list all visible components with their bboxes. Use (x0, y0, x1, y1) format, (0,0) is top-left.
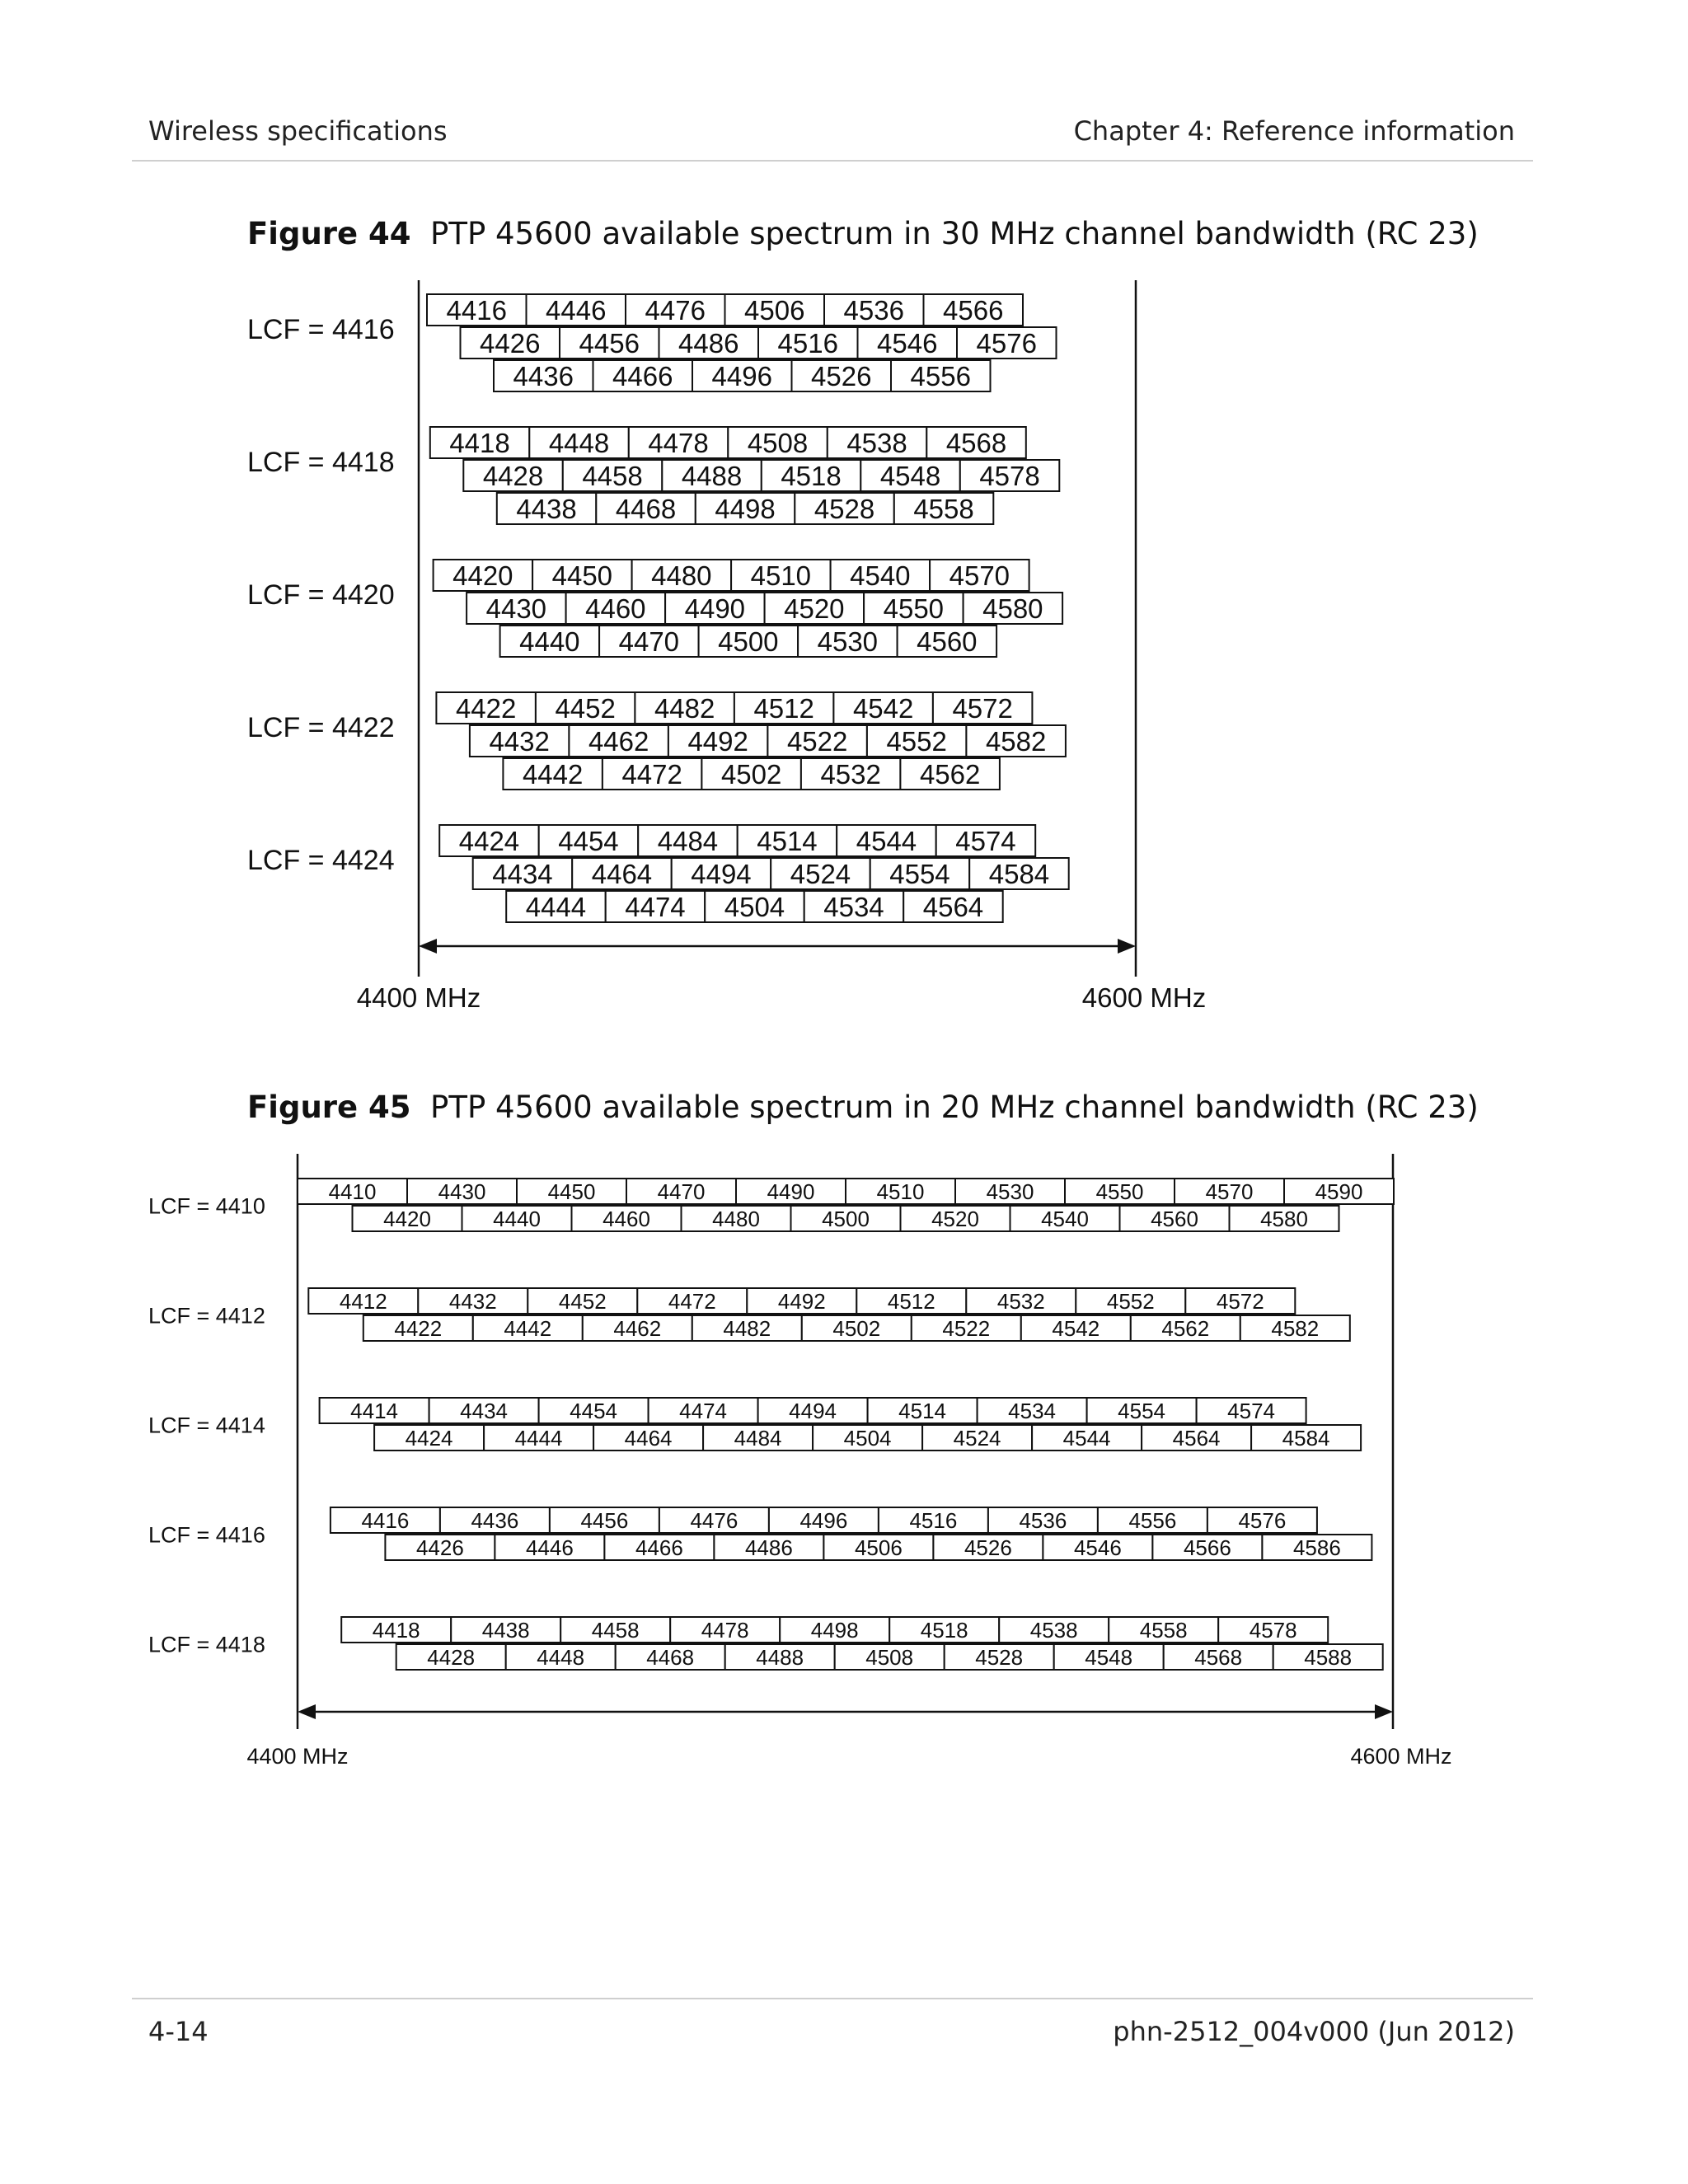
channel-frequency-label: 4534 (1008, 1398, 1057, 1423)
channel-frequency-label: 4460 (603, 1206, 650, 1231)
channel-frequency-label: 4518 (920, 1617, 968, 1643)
channel-frequency-label: 4458 (582, 460, 643, 491)
channel-frequency-label: 4574 (1227, 1398, 1276, 1423)
channel-frequency-label: 4502 (720, 758, 782, 790)
arrow-right-head-icon (1375, 1704, 1393, 1719)
channel-frequency-label: 4534 (823, 891, 884, 922)
channel-frequency-label: 4476 (645, 294, 706, 326)
channel-frequency-label: 4448 (537, 1644, 585, 1670)
channel-frequency-label: 4508 (865, 1644, 914, 1670)
channel-frequency-label: 4506 (854, 1535, 903, 1560)
channel-frequency-label: 4564 (922, 891, 984, 922)
channel-frequency-label: 4552 (886, 725, 947, 757)
channel-frequency-label: 4546 (1073, 1535, 1122, 1560)
channel-frequency-label: 4554 (1118, 1398, 1166, 1423)
channel-frequency-label: 4444 (525, 891, 587, 922)
channel-frequency-label: 4540 (1041, 1206, 1089, 1231)
lcf-label: LCF = 4416 (247, 313, 395, 345)
channel-frequency-label: 4548 (879, 460, 941, 491)
channel-frequency-label: 4488 (681, 460, 743, 491)
channel-frequency-label: 4418 (372, 1617, 420, 1643)
channel-frequency-label: 4528 (814, 493, 875, 524)
channel-frequency-label: 4532 (820, 758, 881, 790)
channel-frequency-label: 4480 (712, 1206, 760, 1231)
channel-frequency-label: 4424 (458, 825, 520, 856)
figure-45-number: Figure 45 (247, 1090, 411, 1125)
channel-frequency-label: 4468 (646, 1644, 695, 1670)
channel-frequency-label: 4456 (579, 327, 640, 359)
channel-frequency-label: 4568 (945, 427, 1007, 458)
channel-frequency-label: 4418 (449, 427, 510, 458)
document-id: phn-2512_004v000 (Jun 2012) (1113, 2016, 1515, 2047)
end-frequency-label: 4600 MHz (1081, 982, 1207, 1013)
channel-frequency-label: 4496 (799, 1507, 848, 1533)
arrow-left-head-icon (298, 1704, 316, 1719)
channel-frequency-label: 4544 (856, 825, 917, 856)
channel-frequency-label: 4504 (724, 891, 785, 922)
channel-frequency-label: 4438 (516, 493, 577, 524)
channel-frequency-label: 4572 (1216, 1288, 1264, 1314)
running-header-section: Wireless specifications (148, 115, 448, 147)
channel-frequency-label: 4424 (405, 1425, 453, 1451)
footer-rule (132, 1998, 1533, 1999)
channel-frequency-label: 4520 (784, 593, 845, 624)
channel-frequency-label: 4558 (1139, 1617, 1188, 1643)
channel-frequency-label: 4514 (898, 1398, 947, 1423)
channel-frequency-label: 4496 (711, 360, 772, 391)
channel-frequency-label: 4522 (942, 1315, 991, 1341)
channel-frequency-label: 4524 (953, 1425, 1001, 1451)
channel-frequency-label: 4462 (588, 725, 649, 757)
channel-frequency-label: 4416 (446, 294, 507, 326)
channel-frequency-label: 4530 (986, 1179, 1034, 1204)
figure-45-title: PTP 45600 available spectrum in 20 MHz channel bandwidth (RC 23) (430, 1090, 1479, 1125)
channel-frequency-label: 4440 (519, 626, 580, 657)
channel-frequency-label: 4508 (747, 427, 809, 458)
channel-frequency-label: 4556 (910, 360, 971, 391)
channel-frequency-label: 4426 (415, 1535, 464, 1560)
channel-frequency-label: 4468 (615, 493, 677, 524)
running-header-chapter: Chapter 4: Reference information (1073, 115, 1515, 147)
channel-frequency-label: 4480 (651, 560, 712, 591)
channel-frequency-label: 4500 (822, 1206, 870, 1231)
lcf-label: LCF = 4422 (247, 711, 395, 743)
channel-frequency-label: 4566 (1183, 1535, 1231, 1560)
channel-frequency-label: 4444 (514, 1425, 563, 1451)
channel-frequency-label: 4486 (744, 1535, 793, 1560)
channel-frequency-label: 4524 (790, 858, 851, 889)
channel-frequency-label: 4440 (493, 1206, 541, 1231)
channel-frequency-label: 4518 (781, 460, 842, 491)
channel-frequency-label: 4446 (546, 294, 607, 326)
channel-frequency-label: 4504 (843, 1425, 892, 1451)
channel-frequency-label: 4550 (883, 593, 945, 624)
channel-frequency-label: 4500 (718, 626, 779, 657)
channel-frequency-label: 4494 (789, 1398, 837, 1423)
lcf-label: LCF = 4416 (148, 1522, 265, 1548)
channel-frequency-label: 4414 (350, 1398, 399, 1423)
channel-frequency-label: 4448 (548, 427, 610, 458)
channel-frequency-label: 4482 (654, 692, 715, 724)
channel-frequency-label: 4442 (522, 758, 584, 790)
channel-frequency-label: 4530 (817, 626, 879, 657)
channel-frequency-label: 4426 (480, 327, 541, 359)
channel-frequency-label: 4460 (585, 593, 646, 624)
channel-frequency-label: 4562 (1161, 1315, 1210, 1341)
lcf-label: LCF = 4418 (148, 1632, 265, 1657)
channel-frequency-label: 4574 (955, 825, 1016, 856)
channel-frequency-label: 4466 (635, 1535, 683, 1560)
channel-frequency-label: 4416 (361, 1507, 410, 1533)
channel-frequency-label: 4564 (1172, 1425, 1221, 1451)
channel-frequency-label: 4450 (551, 560, 613, 591)
channel-frequency-label: 4470 (657, 1179, 706, 1204)
channel-frequency-label: 4492 (777, 1288, 826, 1314)
channel-frequency-label: 4420 (383, 1206, 431, 1231)
channel-frequency-label: 4584 (988, 858, 1050, 889)
channel-frequency-label: 4548 (1085, 1644, 1133, 1670)
channel-frequency-label: 4420 (452, 560, 513, 591)
channel-frequency-label: 4446 (525, 1535, 574, 1560)
channel-frequency-label: 4510 (876, 1179, 925, 1204)
channel-frequency-label: 4488 (756, 1644, 804, 1670)
channel-frequency-label: 4498 (715, 493, 776, 524)
channel-frequency-label: 4492 (687, 725, 748, 757)
channel-frequency-label: 4512 (887, 1288, 935, 1314)
channel-frequency-label: 4580 (1260, 1206, 1308, 1231)
start-frequency-label: 4400 MHz (246, 1744, 349, 1769)
channel-frequency-label: 4410 (328, 1179, 377, 1204)
channel-frequency-label: 4536 (843, 294, 904, 326)
channel-frequency-label: 4516 (909, 1507, 958, 1533)
channel-frequency-label: 4454 (570, 1398, 618, 1423)
page-number: 4-14 (148, 2016, 209, 2047)
channel-frequency-label: 4438 (481, 1617, 530, 1643)
channel-frequency-label: 4422 (455, 692, 517, 724)
channel-frequency-label: 4554 (889, 858, 950, 889)
channel-frequency-label: 4452 (555, 692, 616, 724)
channel-frequency-label: 4516 (777, 327, 838, 359)
channel-frequency-label: 4412 (339, 1288, 387, 1314)
channel-frequency-label: 4576 (1238, 1507, 1287, 1533)
figure-44-title: PTP 45600 available spectrum in 30 MHz channel bandwidth (RC 23) (430, 216, 1479, 251)
end-frequency-label: 4600 MHz (1350, 1744, 1452, 1769)
channel-frequency-label: 4570 (949, 560, 1010, 591)
arrow-left-head-icon (419, 939, 437, 954)
arrow-right-head-icon (1118, 939, 1136, 954)
channel-frequency-label: 4482 (723, 1315, 771, 1341)
channel-frequency-label: 4542 (1052, 1315, 1100, 1341)
channel-frequency-label: 4586 (1292, 1535, 1341, 1560)
channel-frequency-label: 4432 (489, 725, 550, 757)
channel-frequency-label: 4472 (668, 1288, 716, 1314)
channel-frequency-label: 4430 (485, 593, 547, 624)
channel-frequency-label: 4490 (767, 1179, 815, 1204)
channel-frequency-label: 4544 (1062, 1425, 1111, 1451)
channel-frequency-label: 4532 (996, 1288, 1045, 1314)
channel-frequency-label: 4580 (982, 593, 1043, 624)
channel-frequency-label: 4562 (919, 758, 981, 790)
channel-frequency-label: 4538 (1029, 1617, 1078, 1643)
channel-frequency-label: 4572 (952, 692, 1013, 724)
channel-frequency-label: 4582 (985, 725, 1047, 757)
channel-frequency-label: 4464 (624, 1425, 673, 1451)
start-frequency-label: 4400 MHz (356, 982, 481, 1013)
channel-frequency-label: 4450 (547, 1179, 596, 1204)
channel-frequency-label: 4526 (811, 360, 872, 391)
channel-frequency-label: 4472 (621, 758, 682, 790)
channel-frequency-label: 4476 (690, 1507, 738, 1533)
channel-frequency-label: 4502 (832, 1315, 881, 1341)
channel-frequency-label: 4512 (753, 692, 814, 724)
channel-frequency-label: 4456 (580, 1507, 629, 1533)
channel-frequency-label: 4556 (1128, 1507, 1177, 1533)
channel-frequency-label: 4560 (1151, 1206, 1198, 1231)
channel-frequency-label: 4590 (1315, 1179, 1363, 1204)
channel-frequency-label: 4584 (1282, 1425, 1330, 1451)
channel-frequency-label: 4486 (678, 327, 739, 359)
channel-frequency-label: 4432 (448, 1288, 497, 1314)
channel-frequency-label: 4474 (679, 1398, 728, 1423)
channel-frequency-label: 4422 (394, 1315, 443, 1341)
channel-frequency-label: 4434 (460, 1398, 509, 1423)
channel-frequency-label: 4464 (591, 858, 653, 889)
channel-frequency-label: 4452 (558, 1288, 607, 1314)
channel-frequency-label: 4494 (691, 858, 752, 889)
channel-frequency-label: 4484 (657, 825, 719, 856)
lcf-label: LCF = 4418 (247, 446, 395, 478)
channel-frequency-label: 4566 (943, 294, 1004, 326)
channel-frequency-label: 4498 (810, 1617, 859, 1643)
channel-frequency-label: 4442 (504, 1315, 552, 1341)
channel-frequency-label: 4478 (648, 427, 709, 458)
channel-frequency-label: 4520 (931, 1206, 979, 1231)
channel-frequency-label: 4514 (757, 825, 818, 856)
channel-frequency-label: 4484 (734, 1425, 782, 1451)
channel-frequency-label: 4430 (438, 1179, 486, 1204)
channel-frequency-label: 4542 (852, 692, 914, 724)
channel-frequency-label: 4550 (1095, 1179, 1144, 1204)
channel-frequency-label: 4546 (877, 327, 938, 359)
lcf-label: LCF = 4424 (247, 844, 395, 876)
channel-frequency-label: 4560 (917, 626, 978, 657)
channel-frequency-label: 4470 (618, 626, 680, 657)
lcf-label: LCF = 4410 (148, 1193, 265, 1219)
channel-frequency-label: 4428 (427, 1644, 476, 1670)
channel-frequency-label: 4436 (513, 360, 574, 391)
channel-frequency-label: 4458 (591, 1617, 640, 1643)
channel-frequency-label: 4510 (750, 560, 812, 591)
channel-frequency-label: 4558 (913, 493, 974, 524)
lcf-label: LCF = 4414 (148, 1413, 265, 1438)
channel-frequency-label: 4582 (1271, 1315, 1320, 1341)
channel-frequency-label: 4588 (1304, 1644, 1353, 1670)
channel-frequency-label: 4568 (1194, 1644, 1243, 1670)
lcf-label: LCF = 4412 (148, 1303, 265, 1329)
channel-frequency-label: 4428 (482, 460, 544, 491)
channel-frequency-label: 4506 (744, 294, 805, 326)
channel-frequency-label: 4570 (1205, 1179, 1254, 1204)
channel-frequency-label: 4436 (471, 1507, 519, 1533)
figure-44-number: Figure 44 (247, 216, 411, 251)
channel-frequency-label: 4474 (625, 891, 686, 922)
channel-frequency-label: 4478 (701, 1617, 749, 1643)
channel-frequency-label: 4526 (964, 1535, 1012, 1560)
channel-frequency-label: 4578 (1249, 1617, 1297, 1643)
channel-frequency-label: 4552 (1106, 1288, 1155, 1314)
channel-frequency-label: 4454 (558, 825, 619, 856)
channel-frequency-label: 4466 (612, 360, 673, 391)
channel-frequency-label: 4538 (846, 427, 907, 458)
channel-frequency-label: 4522 (786, 725, 848, 757)
channel-frequency-label: 4528 (975, 1644, 1024, 1670)
channel-frequency-label: 4490 (684, 593, 746, 624)
channel-frequency-label: 4536 (1019, 1507, 1067, 1533)
channel-frequency-label: 4540 (850, 560, 911, 591)
channel-frequency-label: 4434 (492, 858, 553, 889)
channel-frequency-label: 4462 (613, 1315, 662, 1341)
channel-frequency-label: 4578 (979, 460, 1040, 491)
lcf-label: LCF = 4420 (247, 579, 395, 611)
channel-frequency-label: 4576 (976, 327, 1037, 359)
